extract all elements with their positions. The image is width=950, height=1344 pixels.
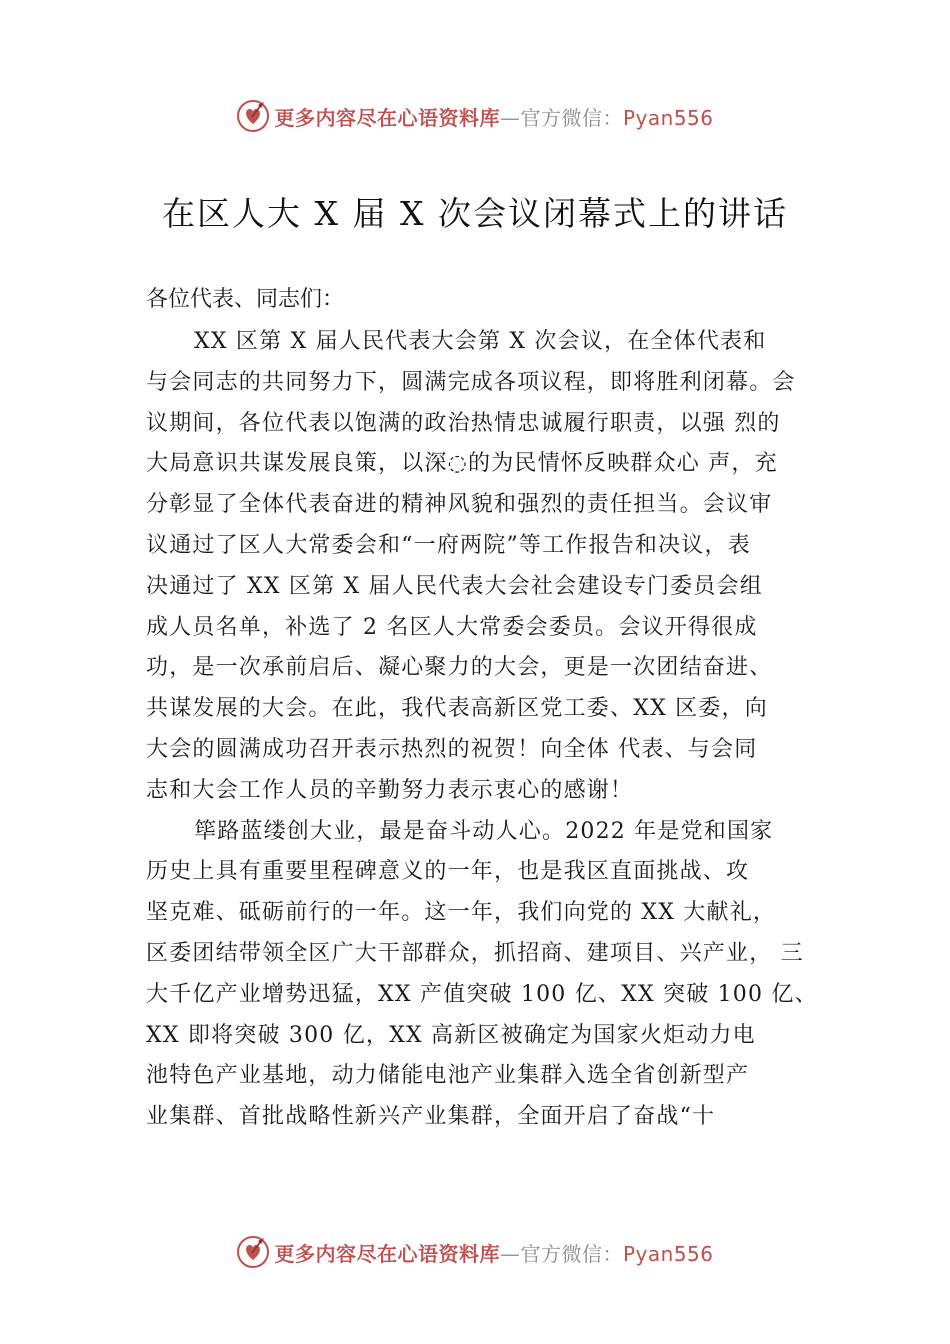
library-text: 更多内容尽在心语资料库 <box>274 1241 500 1266</box>
wechat-label: 官方微信： <box>520 1241 623 1266</box>
library-text: 更多内容尽在心语资料库 <box>274 105 500 130</box>
footer-banner <box>0 1232 950 1272</box>
text-line: 池特色产业基地，动力储能电池产业集群入选全省创新型产 <box>146 1063 750 1089</box>
salutation: 各位代表、同志们： <box>146 287 345 312</box>
text-line: 成人员名单，补选了 2 名区人大常委会委员。会议开得很成 <box>146 614 758 640</box>
text-line: XX 即将突破 300 亿，XX 高新区被确定为国家火炬动力电 <box>146 1022 756 1048</box>
text-line: 功，是一次承前启后、凝心聚力的大会，更是一次团结奋进、 <box>146 655 773 681</box>
text-line: 志和大会工作人员的辛勤努力表示衷心的感谢！ <box>146 777 634 803</box>
wechat-account: Pyan556 <box>622 105 714 130</box>
text-line: 分彰显了全体代表奋进的精神风貌和强烈的责任担当。会议审 <box>146 492 773 518</box>
banner-dash: — <box>499 105 521 130</box>
text-line: 业集群、首批战略性新兴产业集群，全面开启了奋战“十 <box>146 1104 716 1130</box>
text-line: 大千亿产业增势迅猛，XX 产值突破 100 亿、XX 突破 100 亿、 <box>146 981 818 1007</box>
text-line: 大局意识共谋发展良策，以深◌的为民情怀反映群众心 声，充 <box>146 451 778 477</box>
wechat-account: Pyan556 <box>622 1241 714 1266</box>
document-body <box>146 278 830 1138</box>
text-line: 与会同志的共同努力下，圆满完成各项议程，即将胜利闭幕。会 <box>146 369 796 395</box>
text-line: 议通过了区人大常委会和“一府两院”等工作报告和决议，表 <box>146 532 751 558</box>
banner-dash: — <box>499 1241 521 1266</box>
text-line: 议期间，各位代表以饱满的政治热情忠诚履行职责，以强 烈的 <box>146 410 781 436</box>
text-line: XX 区第 X 届人民代表大会第 X 次会议，在全体代表和 <box>194 329 767 354</box>
banner-text <box>274 1238 713 1267</box>
heart-pen-logo-icon <box>236 1235 270 1269</box>
text-line: 决通过了 XX 区第 X 届人民代表大会社会建设专门委员会组 <box>146 573 763 599</box>
text-line: 筚路蓝缕创大业，最是奋斗动人心。2022 年是党和国家 <box>194 818 774 844</box>
banner-text <box>274 102 713 131</box>
heart-pen-logo-icon <box>236 99 270 133</box>
paragraph-1 <box>146 322 830 812</box>
wechat-label: 官方微信： <box>520 105 623 130</box>
text-line: 坚克难、砥砺前行的一年。这一年，我们向党的 XX 大献礼， <box>146 900 777 926</box>
text-line: 共谋发展的大会。在此，我代表高新区党工委、XX 区委，向 <box>146 696 768 722</box>
text-line: 区委团结带领全区广大干部群众，抓招商、建项目、兴产业， 三 <box>146 940 804 966</box>
text-line: 历史上具有重要里程碑意义的一年，也是我区直面挑战、攻 <box>146 859 750 885</box>
text-line: 大会的圆满成功召开表示热烈的祝贺！向全体 代表、与会同 <box>146 736 758 762</box>
document-title: 在区人大 X 届 X 次会议闭幕式上的讲话 <box>162 194 788 233</box>
paragraph-2 <box>146 812 830 1138</box>
header-banner <box>0 96 950 136</box>
